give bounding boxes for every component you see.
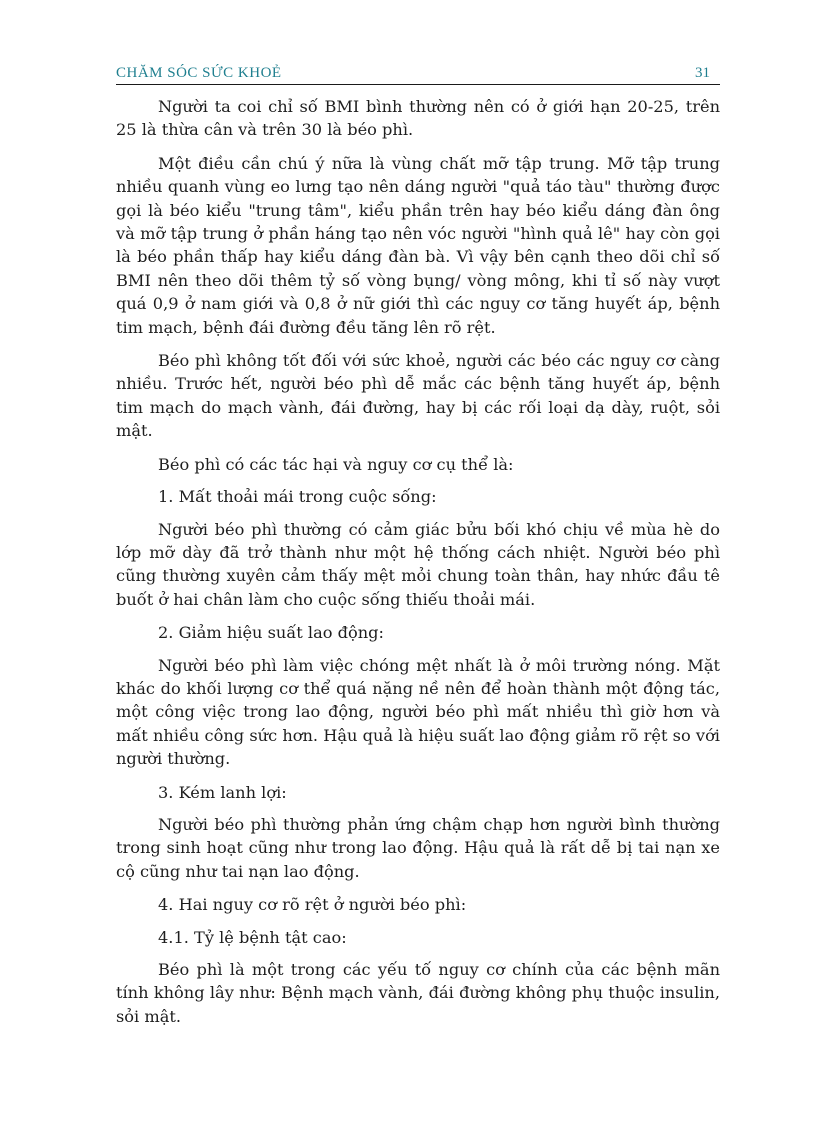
section-heading-agility: 3. Kém lanh lợi:	[158, 782, 287, 802]
section-heading-two-risks: 4. Hai nguy cơ rõ rệt ở người béo phì:	[158, 895, 467, 915]
page-number: 31	[695, 65, 710, 81]
paragraph-productivity: Người béo phì làm việc chóng mệt nhất là ở môi trường nóng. Mặt khác do khối lượng cơ thể quá nặng nề nên để hoàn thành một động tác, một công việc trong lao động, người béo phì mất nhiều thì giờ hơn và mất nhiều công sức hơn. Hậu quả là hiệu suất lao động giảm rõ rệt so với người thường.	[116, 655, 720, 769]
section-heading-disease-rate: 4.1. Tỷ lệ bệnh tật cao:	[158, 927, 347, 947]
chapter-title: CHĂM SÓC SỨC KHOẺ	[116, 65, 282, 81]
running-header	[116, 60, 720, 85]
paragraph-agility: Người béo phì thường phản ứng chậm chạp hơn người bình thường trong sinh hoạt cũng như trong lao động. Hậu quả là rất dễ bị tai nạn xe cộ cũng như tai nạn lao động.	[116, 814, 720, 881]
paragraph-health-risks: Béo phì không tốt đối với sức khoẻ, người các béo các nguy cơ càng nhiều. Trước hết, người béo phì dễ mắc các bệnh tăng huyết áp, bệnh tim mạch do mạch vành, đái đường, hay bị các rối loại dạ dày, ruột, sỏi mật.	[116, 351, 720, 441]
paragraph-disease-rate: Béo phì là một trong các yếu tố nguy cơ chính của các bệnh mãn tính không lây như: Bệnh mạch vành, đái đường không phụ thuộc insulin, sỏi mật.	[116, 960, 720, 1026]
paragraph-fat-distribution: Một điều cần chú ý nữa là vùng chất mỡ tập trung. Mỡ tập trung nhiều quanh vùng eo lưng tạo nên dáng người "quả táo tàu" thường được gọi là béo kiểu "trung tâm", kiểu phần trên hay béo kiểu dáng đàn ông và mỡ tập trung ở phần háng tạo nên vóc người "hình quả lê" hay còn gọi là béo phần thấp hay kiểu dáng đàn bà. Vì vậy bên cạnh theo dõi chỉ số BMI nên theo dõi thêm tỷ số vòng bụng/ vòng mông, khi tỉ số này vượt quá 0,9 ở nam giới và 0,8 ở nữ giới thì các nguy cơ tăng huyết áp, bệnh tim mạch, bệnh đái đường đều tăng lên rõ rệt.	[116, 153, 720, 337]
paragraph-bmi-range: Người ta coi chỉ số BMI bình thường nên có ở giới hạn 20-25, trên 25 là thừa cân và trên 30 là béo phì.	[116, 97, 720, 140]
document-page	[116, 60, 720, 1038]
body-text	[116, 95, 720, 1028]
section-heading-discomfort: 1. Mất thoải mái trong cuộc sống:	[158, 487, 437, 507]
paragraph-discomfort: Người béo phì thường có cảm giác bửu bối khó chịu về mùa hè do lớp mỡ dày đã trở thành như một hệ thống cách nhiệt. Người béo phì cũng thường xuyên cảm thấy mệt mỏi chung toàn thân, hay nhức đầu tê buốt ở hai chân làm cho cuộc sống thiếu thoải mái.	[116, 519, 720, 609]
paragraph-harms-intro: Béo phì có các tác hại và nguy cơ cụ thể là:	[158, 454, 514, 474]
section-heading-productivity: 2. Giảm hiệu suất lao động:	[158, 623, 384, 643]
